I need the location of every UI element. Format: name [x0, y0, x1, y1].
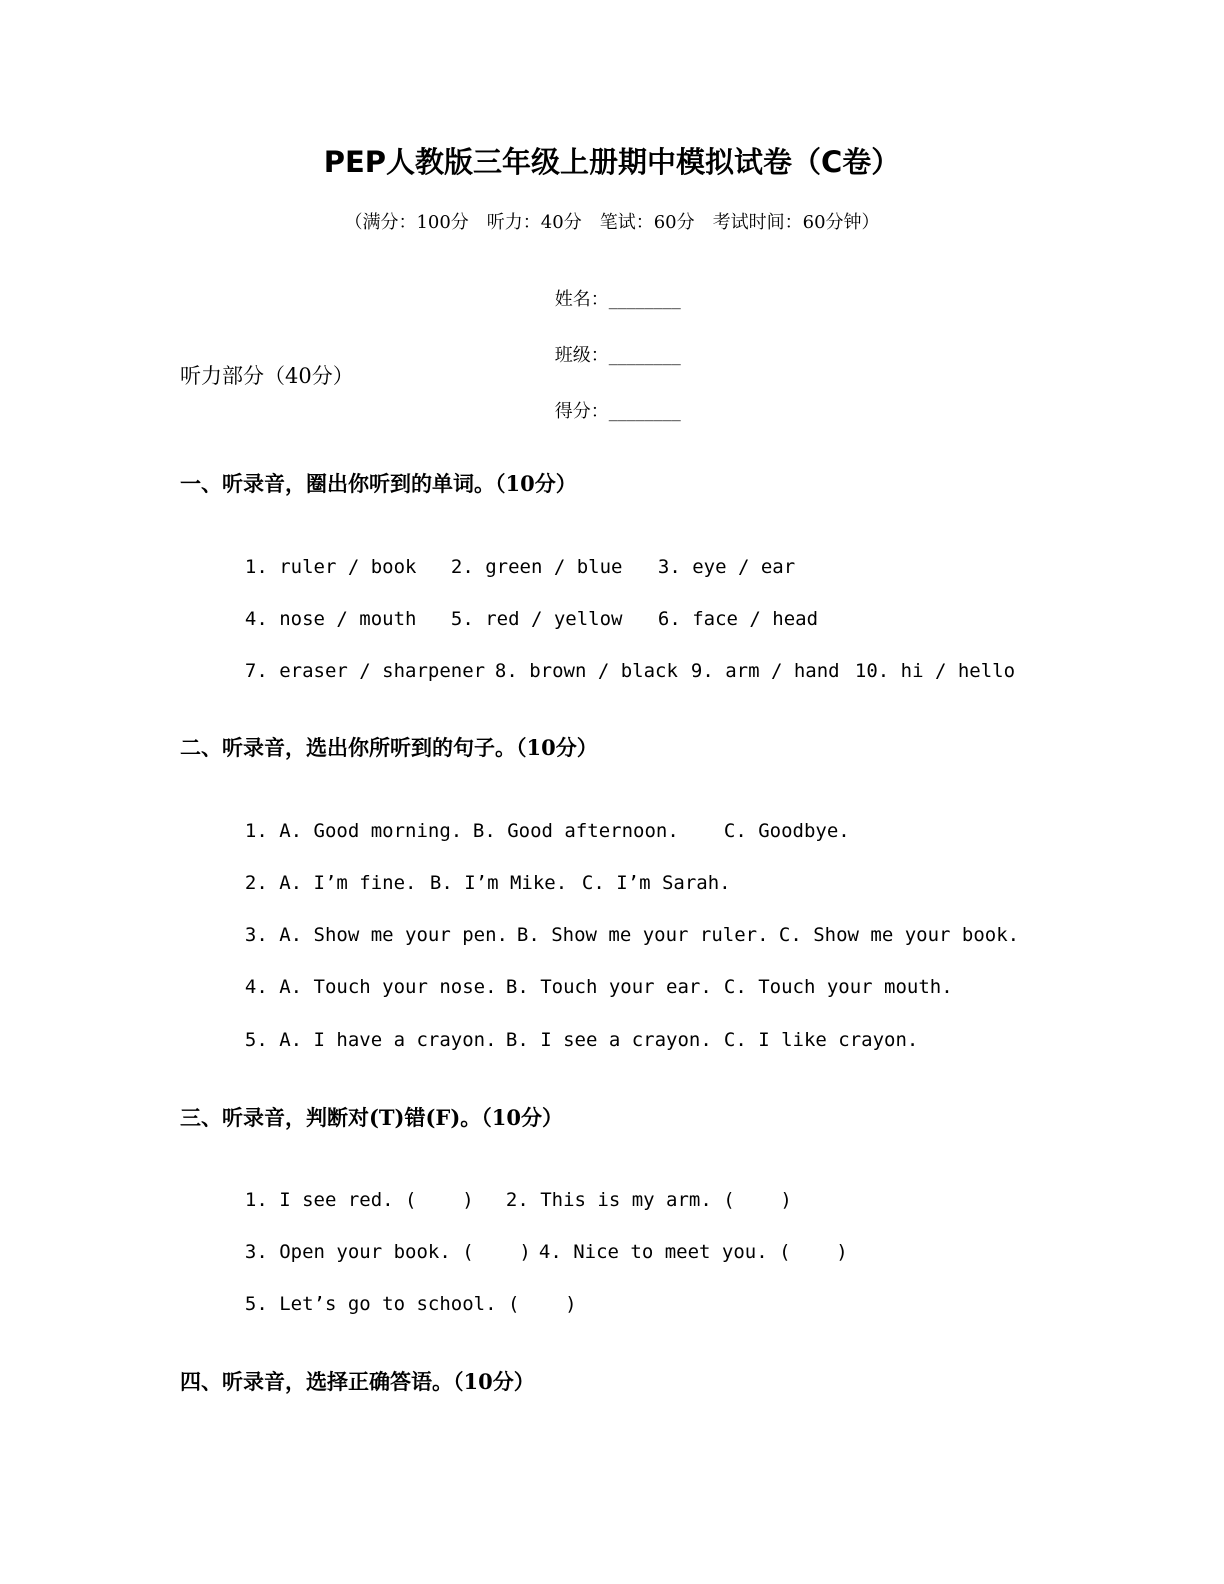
section-1-line-3: [222, 629, 1015, 685]
listening-part-heading: 听力部分（40分）: [180, 364, 354, 388]
list-item: 5. Let’s go to school. ( ): [244, 1293, 577, 1315]
list-item: 5. red / yellow: [450, 608, 623, 630]
section-2-line-3: [222, 893, 1019, 949]
section-1-heading: 一、听录音，圈出你听到的单词。（10分）: [180, 471, 577, 496]
section-1-line-1: [222, 525, 795, 581]
page-title: PEP人教版三年级上册期中模拟试卷（C卷）: [323, 145, 901, 179]
section-3-heading: 三、听录音，判断对(T)错(F)。（10分）: [180, 1105, 564, 1130]
list-item: 2. green / blue: [450, 556, 623, 578]
list-item: 5. A. I have a crayon.: [244, 1029, 497, 1051]
list-item: 1. I see red. ( ): [244, 1189, 474, 1211]
list-item: 2. A. I’m fine.: [244, 872, 417, 894]
list-item: 7. eraser / sharpener: [244, 660, 486, 682]
section-2-line-2: [222, 841, 731, 897]
section-1-line-2: [222, 577, 818, 633]
name-field-label: 姓名：________: [554, 289, 681, 310]
list-item: C. Goodbye.: [723, 820, 850, 842]
section-2-line-4: [222, 945, 953, 1001]
section-3-line-3: [222, 1262, 577, 1318]
class-field-label: 班级：________: [554, 345, 681, 366]
section-2-heading: 二、听录音，选出你所听到的句子。（10分）: [180, 735, 598, 760]
list-item: C. I’m Sarah.: [581, 872, 731, 894]
list-item: C. Touch your mouth.: [723, 976, 953, 998]
section-2-line-5: [222, 998, 918, 1054]
section-2-line-1: [222, 789, 850, 845]
list-item: 10. hi / hello: [854, 660, 1016, 682]
section-3-line-2: [222, 1210, 848, 1266]
list-item: 4. nose / mouth: [244, 608, 417, 630]
list-item: 4. A. Touch your nose.: [244, 976, 497, 998]
section-4-heading: 四、听录音，选择正确答语。（10分）: [180, 1369, 535, 1394]
list-item: 9. arm / hand: [690, 660, 840, 682]
list-item: 3. A. Show me your pen.: [244, 924, 508, 946]
list-item: B. Touch your ear.: [505, 976, 712, 998]
section-3-line-1: [222, 1158, 792, 1214]
list-item: B. I’m Mike.: [429, 872, 568, 894]
list-item: 6. face / head: [657, 608, 819, 630]
list-item: 8. brown / black: [494, 660, 678, 682]
score-field-label: 得分：________: [554, 401, 681, 422]
list-item: 3. Open your book. ( ): [244, 1241, 531, 1263]
list-item: 1. A. Good morning.: [244, 820, 463, 842]
list-item: 4. Nice to meet you. ( ): [538, 1241, 848, 1263]
list-item: B. Show me your ruler.: [516, 924, 769, 946]
list-item: 1. ruler / book: [244, 556, 417, 578]
list-item: 2. This is my arm. ( ): [505, 1189, 792, 1211]
student-info-line: [0, 258, 1224, 426]
list-item: 3. eye / ear: [657, 556, 796, 578]
list-item: B. I see a crayon.: [505, 1029, 712, 1051]
list-item: C. Show me your book.: [778, 924, 1020, 946]
list-item: C. I like crayon.: [723, 1029, 919, 1051]
list-item: B. Good afternoon.: [472, 820, 679, 842]
exam-info-subtitle: （满分：100分 听力：40分 笔试：60分 考试时间：60分钟）: [344, 212, 880, 233]
